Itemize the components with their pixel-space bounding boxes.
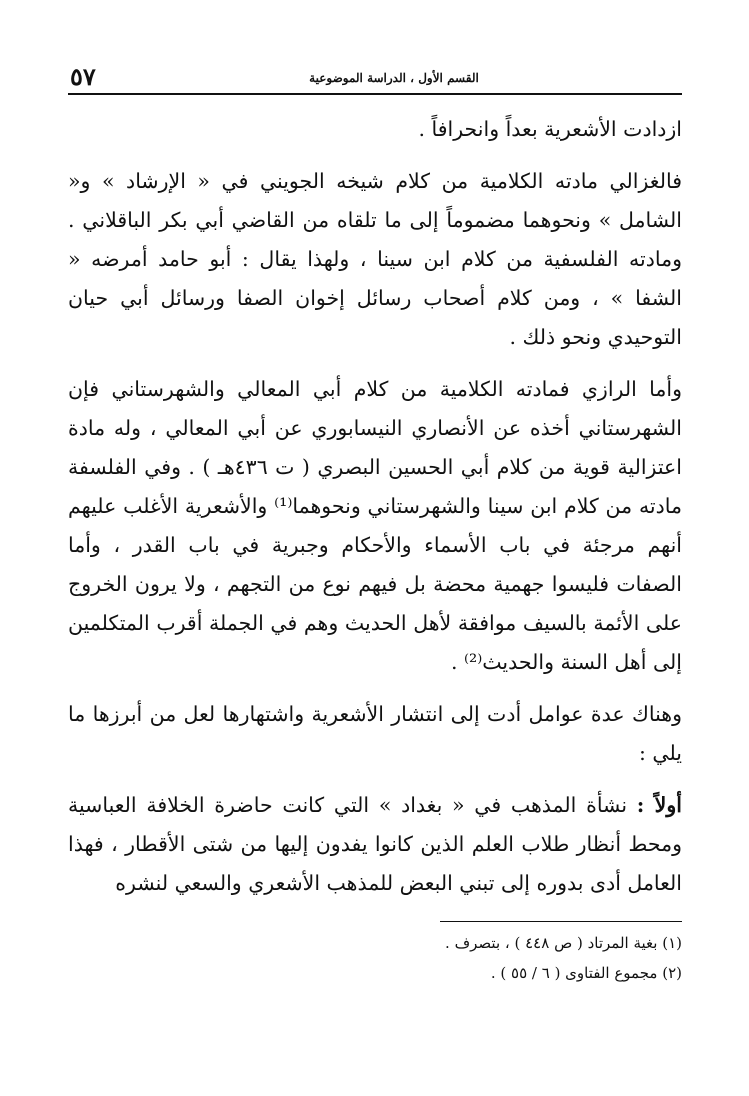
footnote-1: (١) بغية المرتاد ( ص ٤٤٨ ) ، بتصرف . <box>445 934 682 952</box>
page-number: ٥٧ <box>70 62 96 91</box>
item-one-lead: أولاً : <box>636 793 682 817</box>
header-rule <box>68 93 682 95</box>
footnotes <box>68 928 682 988</box>
body-text <box>68 110 682 916</box>
running-title: القسم الأول ، الدراسة الموضوعية <box>309 71 479 85</box>
paragraph-5 <box>68 786 682 903</box>
paragraph-1: ازدادت الأشعرية بعداً وانحرافاً . <box>418 117 682 141</box>
page-header <box>68 62 682 92</box>
paragraph-2: فالغزالي مادته الكلامية من كلام شيخه الجويني في « الإرشاد » و« الشامل » ونحوهما مضموماً إلى ما تلقاه من القاضي أبي بكر الباقلاني . ومادته الفلسفية من كلام ابن سينا ، ولهذا يقال : أبو حامد أمرضه « الشفا » ، ومن كلام أصحاب رسائل إخوان الصفا ورسائل أبي حيان التوحيدي ونحو ذلك . <box>68 169 682 349</box>
footnote-2: (٢) مجموع الفتاوى ( ٦ / ٥٥ ) . <box>490 964 682 982</box>
paragraph-3: وأما الرازي فمادته الكلامية من كلام أبي المعالي والشهرستاني فإن الشهرستاني أخذه عن الأنصاري النيسابوري عن أبي المعالي ، وله مادة اعتزالية قوية من كلام أبي الحسين البصري ( ت ٤٣٦هـ ) . وفي الفلسفة مادته من كلام ابن سينا والشهرستاني ونحوهما⁽¹⁾ والأشعرية الأغلب عليهم أنهم مرجئة في باب الأسماء والأحكام وجبرية في باب القدر ، وأما الصفات فليسوا جهمية محضة بل فيهم نوع من التجهم ، ولا يرون الخروج على الأئمة بالسيف موافقة لأهل الحديث وهم في الجملة أقرب المتكلمين إلى أهل السنة والحديث⁽²⁾ . <box>68 377 682 674</box>
footnote-separator <box>440 921 682 922</box>
item-one-text: نشأة المذهب في « بغداد » التي كانت حاضرة الخلافة العباسية ومحط أنظار طلاب العلم الذين كانوا يفدون إليها من شتى الأقطار ، فهذا العامل أدى بدوره إلى تبني البعض للمذهب الأشعري والسعي لنشره <box>68 793 682 895</box>
paragraph-4: وهناك عدة عوامل أدت إلى انتشار الأشعرية واشتهارها لعل من أبرزها ما يلي : <box>68 702 682 765</box>
